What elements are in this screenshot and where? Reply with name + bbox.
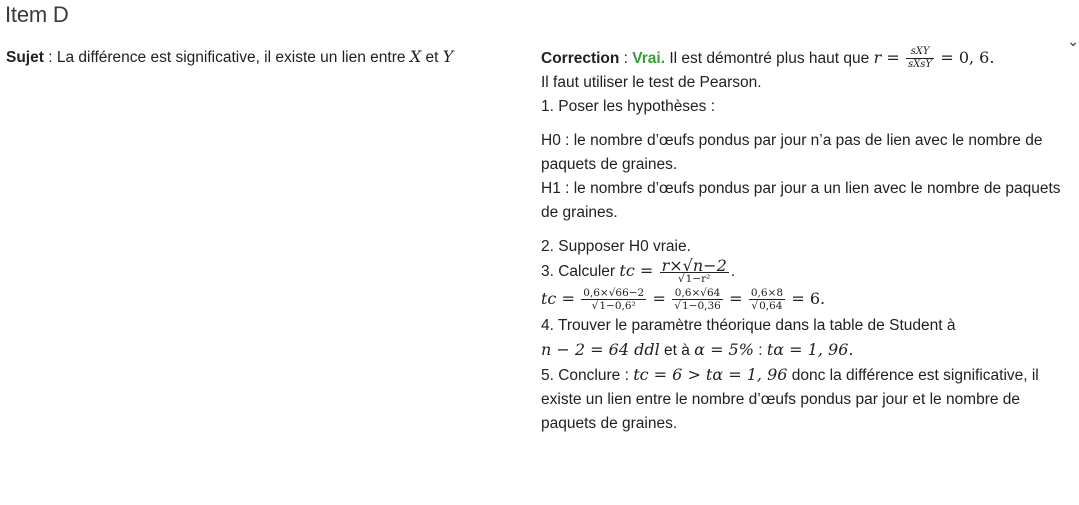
calc-num-2: 0,6×√64 <box>672 287 723 300</box>
sujet-label: Sujet <box>6 49 44 66</box>
alpha-expression: α = 5% <box>694 340 754 360</box>
step-5-text: donc la différence est significative, il existe un lien entre le nombre d’œufs pondus par jour et le nombre de paquets de graines. <box>541 367 1039 433</box>
sujet-var-y: Y <box>442 47 454 66</box>
tc-formula-sqrt: √ <box>677 272 685 285</box>
calc-den-1-rad: 1−0,6² <box>599 300 636 313</box>
calc-num-3: 0,6×8 <box>750 287 784 300</box>
sujet-block <box>6 46 526 69</box>
correction-sep: : <box>619 50 633 67</box>
step-1: 1. Poser les hypothèses : <box>541 98 716 116</box>
tc-formula <box>660 255 729 285</box>
step-3-label: 3. Calculer <box>541 263 616 281</box>
calc-fraction-3 <box>749 287 785 312</box>
calc-result: = 6. <box>791 288 826 308</box>
calc-den-3 <box>749 300 785 312</box>
step-4-math <box>541 338 1066 363</box>
tc-calc-symbol: tc = <box>541 288 575 308</box>
r-fraction-den: sXsY <box>908 59 933 71</box>
chevron-icon[interactable]: ⌄ <box>1067 34 1079 50</box>
tc-calculation: tc = $\frac{0,6\times√66-2}{\text{√1−0,6²}}$ = $\frac{0,6\times√64}{√1-0,36}$ = $\frac{0,6\times 8}{√0,64}$ = 6. <box>541 287 826 313</box>
r-fraction-num: sXY <box>906 46 934 59</box>
step-5-label: 5. Conclure : <box>541 367 629 385</box>
calc-den-2-sqrt: √ <box>674 300 681 313</box>
t-alpha-expression: tα = 1, 96. <box>766 340 854 360</box>
sujet-var-x: X <box>409 47 422 66</box>
pearson-line: Il faut utiliser le test de Pearson. <box>541 74 762 92</box>
tc-symbol: tc = <box>619 261 654 281</box>
hypothesis-h0: H0 : le nombre d’œufs pondus par jour n’a pas de lien avec le nombre de paquets de graines. <box>541 132 1043 174</box>
ddl-expression: n − 2 = 64 ddl <box>541 340 660 360</box>
item-title: Item D <box>5 2 69 27</box>
calc-fraction-2 <box>672 287 723 312</box>
sujet-text: La différence est significative, il existe un lien entre <box>56 49 406 66</box>
calc-den-3-rad: 0,64 <box>759 300 783 313</box>
step-5 <box>541 363 1066 436</box>
calc-den-1 <box>581 300 646 312</box>
calc-den-3-sqrt: √ <box>751 300 759 313</box>
step-2: 2. Supposer H0 vraie. <box>541 238 691 256</box>
calc-den-2-rad: 1−0,36 <box>681 300 721 313</box>
calc-den-2 <box>672 300 723 312</box>
step-4-colon: : <box>753 342 767 360</box>
correction-block <box>541 46 1066 436</box>
sujet-and: et <box>425 49 439 66</box>
correction-line-1 <box>541 46 1066 71</box>
calc-fraction-1 <box>581 287 646 312</box>
step-4-mid: et à <box>664 342 690 360</box>
r-value: = 0, 6. <box>940 48 995 67</box>
calc-num-1: 0,6×√66−2 <box>583 287 645 300</box>
verdict-badge: Vrai. <box>632 50 666 67</box>
r-equation: r = <box>873 48 900 67</box>
calc-den-1-sqrt: √ <box>591 300 599 313</box>
correction-label: Correction <box>541 50 620 67</box>
sujet-sep: : <box>43 49 57 66</box>
tc-formula-num: r×√n−2 <box>661 255 727 275</box>
correction-intro: Il est démontré plus haut que <box>669 50 870 67</box>
hypothesis-h1: H1 : le nombre d’œufs pondus par jour a un lien avec le nombre de paquets de graines. <box>541 180 1061 222</box>
step-4: 4. Trouver le paramètre théorique dans la table de Student à <box>541 317 956 335</box>
r-fraction <box>906 46 934 71</box>
tc-formula-den-rad: 1−r² <box>685 272 711 285</box>
step-5-math: tc = 6 > tα = 1, 96 <box>633 365 788 385</box>
step-3: 3. Calculer tc = $\frac{r\times√n-2}{\text{√1−r²}}$ . <box>541 255 736 285</box>
